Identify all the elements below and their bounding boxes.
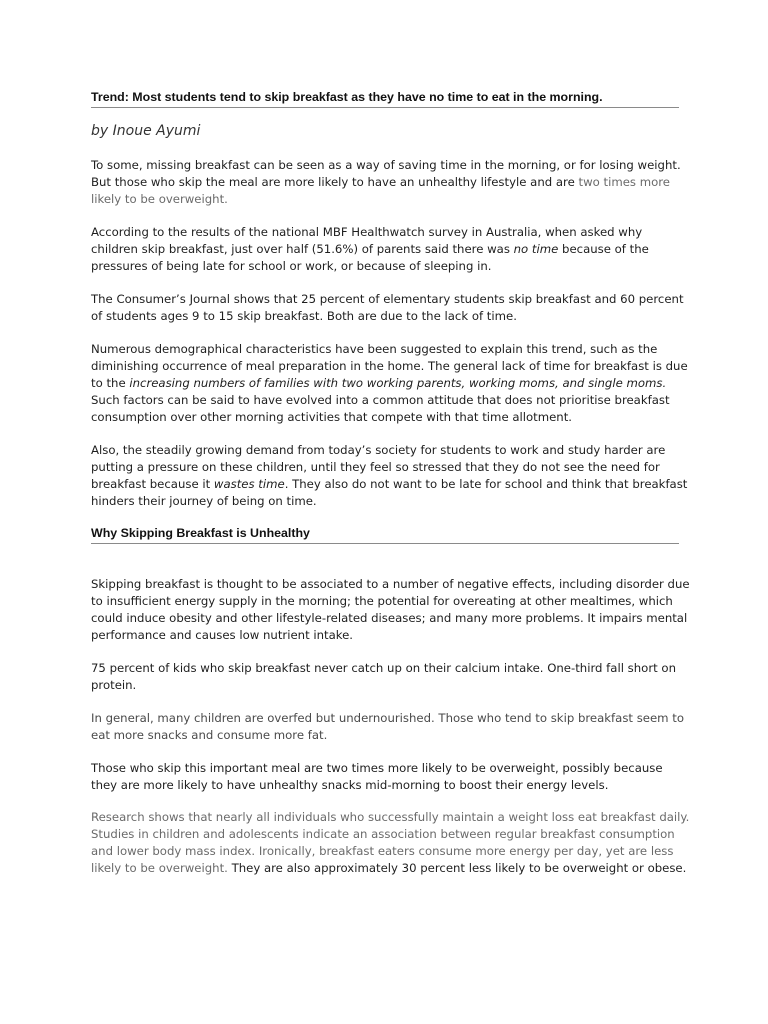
paragraph-8: In general, many children are overfed but undernourished. Those who tend to skip breakfast seem to eat more snacks and consume more fat. (91, 711, 685, 742)
paragraph-9: Those who skip this important meal are two times more likely to be overweight, possibly because they are more likely to have unhealthy snacks mid-morning to boost their energy levels. (91, 761, 663, 792)
paragraph-3: The Consumer’s Journal shows that 25 percent of elementary students skip breakfast and 60 percent of students ages 9 to 15 skip breakfast. Both are due to the lack of time. (91, 292, 684, 323)
paragraph-4-text: Numerous demographical characteristics have been suggested to explain this trend, such as the diminishing occurrence of meal preparation in the home. The general lack of time for breakfast is due to the (91, 342, 688, 390)
paragraph-1 (91, 157, 691, 208)
paragraph-2-text-end: because of the pressures of being late for school or work, or because of sleeping in. (91, 242, 649, 273)
paragraph-5-emphasis: wastes time (213, 477, 285, 491)
paragraph-2-text: According to the results of the national MBF Healthwatch survey in Australia, when asked why children skip breakfast, just over half (51.6%) of parents said there was (91, 225, 643, 256)
paragraph-10 (91, 809, 691, 877)
paragraph-7: 75 percent of kids who skip breakfast never catch up on their calcium intake. One-third fall short on protein. (91, 661, 676, 692)
paragraph-1-text: To some, missing breakfast can be seen as a way of saving time in the morning, or for losing weight. But those who skip the meal are more likely to have an unhealthy lifestyle and are (91, 158, 681, 189)
paragraph-5-text-end: . They also do not want to be late for school and think that breakfast hinders their journey of being on time. (91, 477, 688, 508)
section-heading: Why Skipping Breakfast is Unhealthy (91, 526, 679, 544)
byline: by Inoue Ayumi (91, 123, 201, 139)
paragraph-6: Skipping breakfast is thought to be associated to a number of negative effects, including disorder due to insufficient energy supply in the morning; the potential for overeating at other mealtimes, which could induce obesity and other lifestyle-related diseases; and many more problems. It impairs mental performance and causes low nutrient intake. (91, 577, 690, 642)
paragraph-2-emphasis: no time (513, 242, 559, 256)
article-title: Trend: Most students tend to skip breakfast as they have no time to eat in the morning. (91, 90, 679, 108)
paragraph-4 (91, 341, 691, 426)
paragraph-4-emphasis: increasing numbers of families with two working parents, working moms, and single moms. (129, 376, 667, 390)
paragraph-10-text: Research shows that nearly all individuals who successfully maintain a weight loss eat breakfast daily. Studies in children and adolescents indicate an association between regular breakfast consumption and lower body mass index. Ironically, breakfast eaters consume more energy per day, yet are less likely to be overweight. (91, 810, 690, 875)
paragraph-10-text-end: They are also approximately 30 percent less likely to be overweight or obese. (231, 861, 687, 875)
paragraph-2 (91, 224, 691, 275)
paragraph-1-highlight: two times more likely to be overweight. (91, 175, 670, 206)
paragraph-5-text: Also, the steadily growing demand from today’s society for students to work and study harder are putting a pressure on these children, until they feel so stressed that they do not see the need for breakfast because it (91, 443, 666, 491)
paragraph-4-text-end: Such factors can be said to have evolved into a common attitude that does not prioritise breakfast consumption over other morning activities that compete with that time allotment. (91, 393, 670, 424)
paragraph-5 (91, 442, 691, 510)
